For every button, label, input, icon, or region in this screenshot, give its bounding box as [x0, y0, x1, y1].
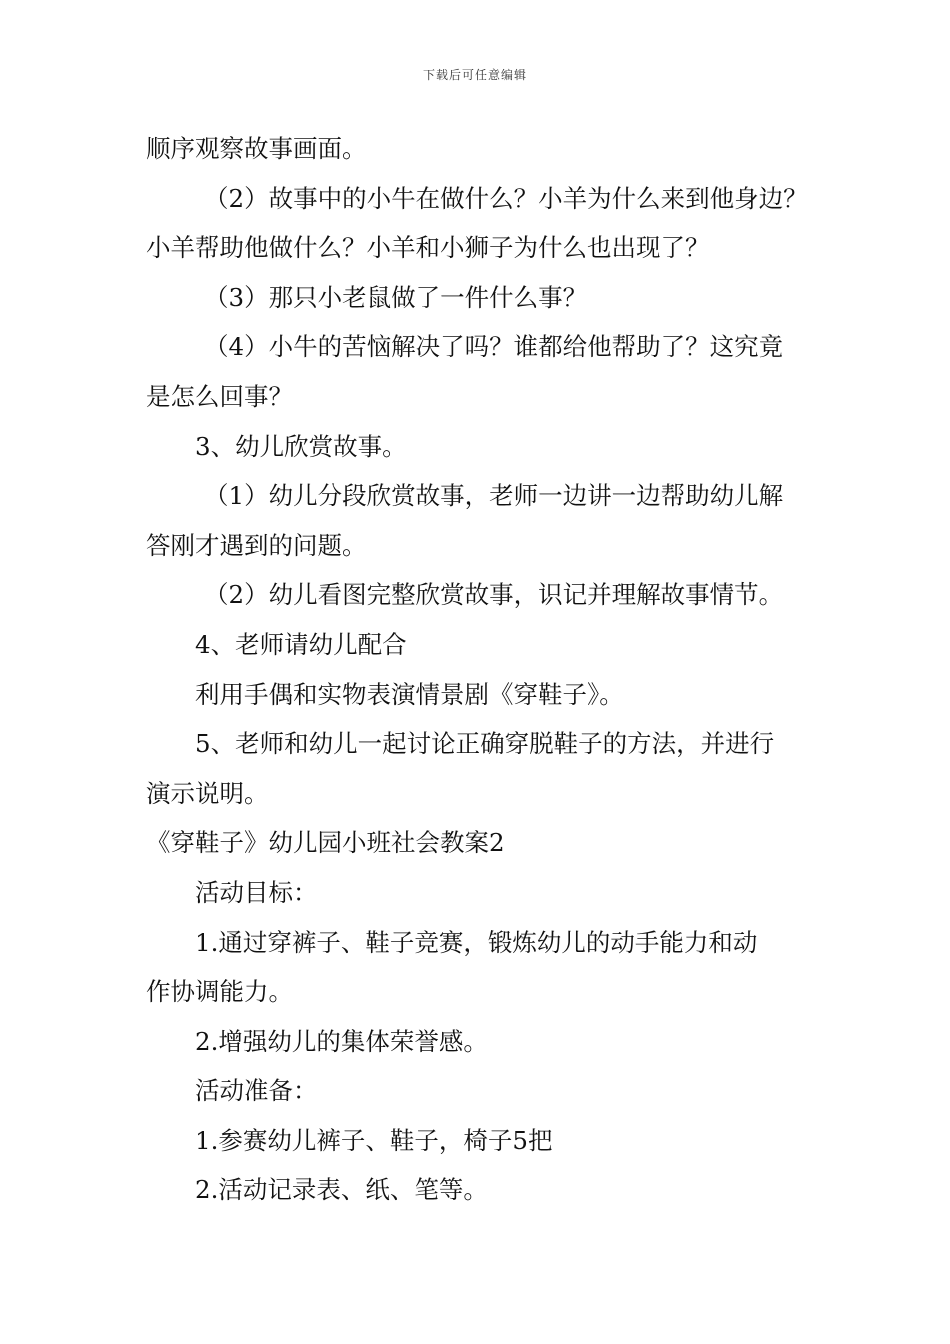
section-heading: 《穿鞋子》幼儿园小班社会教案2 — [146, 828, 505, 858]
page-header-note: 下载后可任意编辑 — [422, 68, 527, 82]
paragraph-line: （1）幼儿分段欣赏故事，老师一边讲一边帮助幼儿解 — [204, 481, 784, 511]
paragraph-line: 5、老师和幼儿一起讨论正确穿脱鞋子的方法，并进行 — [195, 729, 775, 759]
paragraph-line: 1.参赛幼儿裤子、鞋子，椅子5把 — [195, 1125, 553, 1155]
paragraph-line: 3、幼儿欣赏故事。 — [195, 431, 407, 461]
paragraph-line: （2）故事中的小牛在做什么？小羊为什么来到他身边？ — [204, 183, 808, 213]
paragraph-line: 4、老师请幼儿配合 — [195, 629, 407, 659]
paragraph-line: 答刚才遇到的问题。 — [146, 530, 367, 560]
paragraph-line: 1.通过穿裤子、鞋子竞赛，锻炼幼儿的动手能力和动 — [195, 927, 758, 957]
paragraph-line: （2）幼儿看图完整欣赏故事，识记并理解故事情节。 — [204, 580, 784, 610]
paragraph-line: （3）那只小老鼠做了一件什么事？ — [204, 282, 588, 312]
paragraph-line: 活动准备： — [195, 1076, 318, 1106]
paragraph-line: 小羊帮助他做什么？小羊和小狮子为什么也出现了？ — [146, 233, 710, 263]
paragraph-line: 利用手偶和实物表演情景剧《穿鞋子》。 — [195, 679, 624, 709]
paragraph-line: 演示说明。 — [146, 778, 269, 808]
paragraph-line: 作协调能力。 — [146, 977, 293, 1007]
paragraph-line: 顺序观察故事画面。 — [146, 134, 367, 163]
paragraph-line: 2.增强幼儿的集体荣誉感。 — [195, 1026, 488, 1056]
document-body — [146, 124, 814, 1215]
paragraph-line: 活动目标： — [195, 877, 318, 907]
paragraph-line: （4）小牛的苦恼解决了吗？谁都给他帮助了？这究竟 — [204, 332, 784, 362]
paragraph-line: 是怎么回事？ — [146, 381, 293, 411]
paragraph-line: 2.活动记录表、纸、笔等。 — [195, 1175, 488, 1205]
